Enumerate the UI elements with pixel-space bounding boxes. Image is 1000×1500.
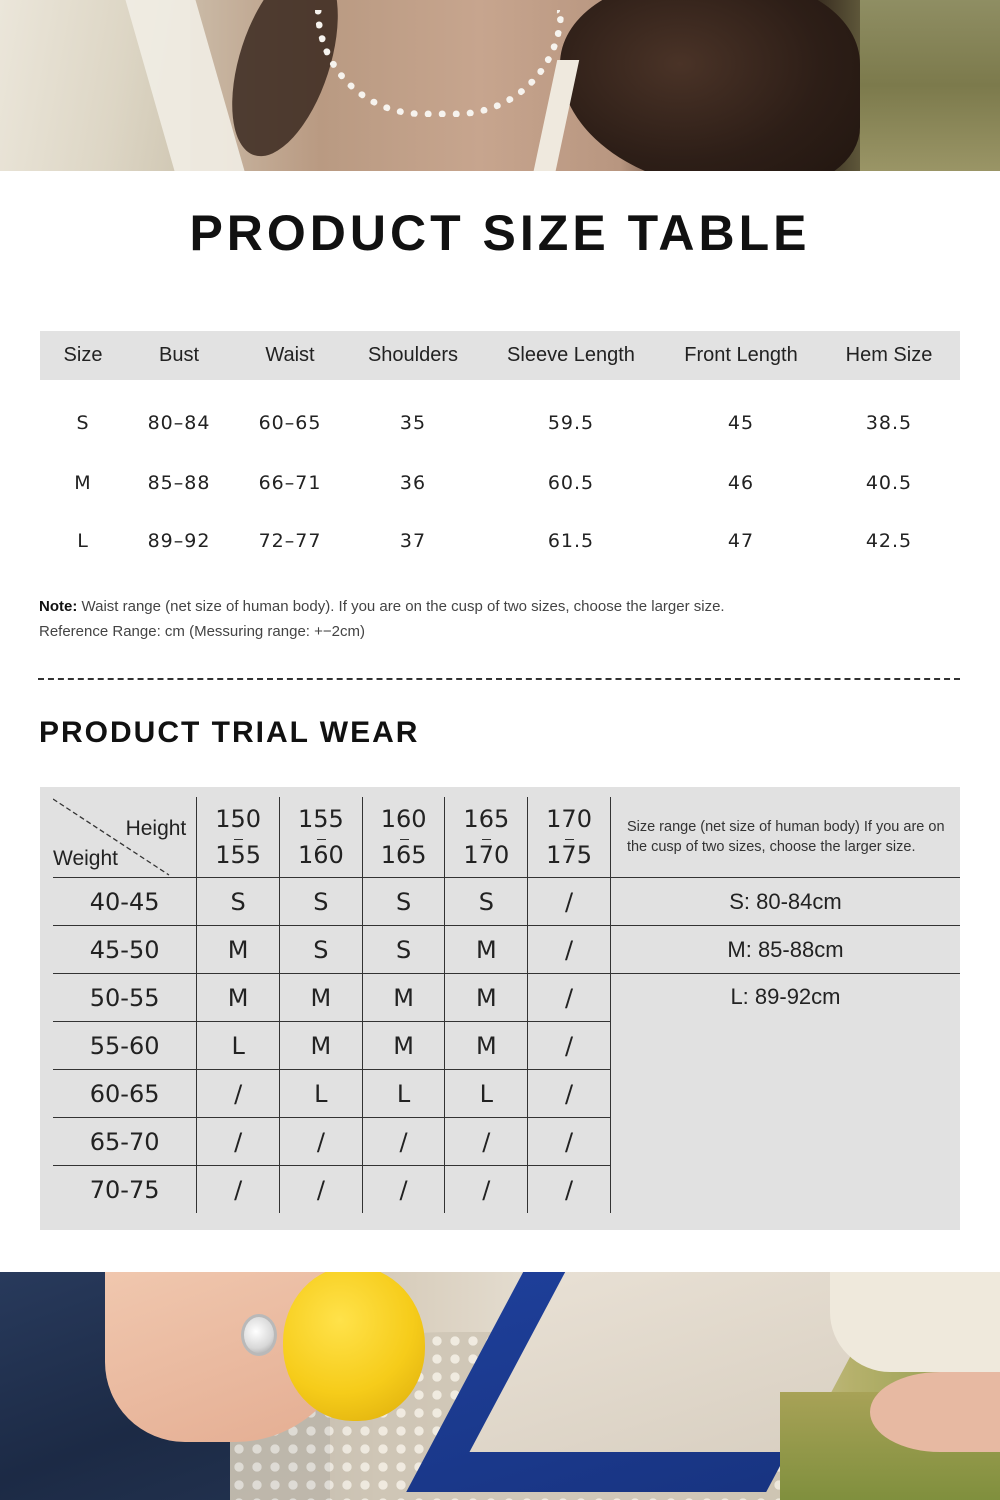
table-row [40, 454, 960, 512]
pearl-necklace [315, 10, 564, 117]
reference-range: Reference Range: cm (Messuring range: +−2cm) [39, 623, 365, 640]
weight-range: 40-45 [53, 878, 197, 926]
cell-front-length: 46 [727, 472, 755, 494]
trial-size-cell: / [528, 1166, 611, 1214]
cell-shoulders: 35 [399, 412, 427, 434]
cell-size: L [77, 530, 89, 552]
cell-sleeve-length: 61.5 [547, 530, 595, 552]
weight-range: 55-60 [53, 1022, 197, 1070]
trial-size-cell: M [280, 974, 363, 1022]
trial-row [53, 926, 960, 974]
size-note [39, 594, 725, 644]
table-row [40, 512, 960, 570]
trial-size-cell: / [362, 1118, 445, 1166]
trial-size-cell: M [362, 974, 445, 1022]
weight-range: 60-65 [53, 1070, 197, 1118]
trial-size-cell: / [528, 926, 611, 974]
height-col-header [362, 797, 445, 878]
header-shoulders: Shoulders [348, 331, 478, 380]
height-to: 175 [528, 837, 610, 873]
cell-hem-size: 40.5 [865, 472, 913, 494]
trial-size-cell: M [197, 926, 280, 974]
weight-range: 50-55 [53, 974, 197, 1022]
size-table [40, 331, 960, 570]
trial-size-cell: S [362, 926, 445, 974]
trial-size-cell: / [197, 1118, 280, 1166]
trial-size-cell: / [528, 1118, 611, 1166]
cell-bust: 85–88 [147, 472, 211, 494]
height-from: 165 [463, 805, 510, 833]
height-col-header [528, 797, 611, 878]
trial-size-cell: M [445, 926, 528, 974]
cell-hem-size: 42.5 [865, 530, 913, 552]
table-row [40, 380, 960, 454]
trial-wear-panel [40, 787, 960, 1230]
cell-waist: 66–71 [258, 472, 322, 494]
page-title: PRODUCT SIZE TABLE [189, 205, 811, 261]
size-range-l: L: 89-92cm [730, 984, 841, 1009]
height-to: 155 [197, 837, 279, 873]
trial-wear-table [53, 797, 960, 1213]
size-range-m: M: 85-88cm [610, 926, 960, 974]
header-bust: Bust [126, 331, 232, 380]
cell-hem-size: 38.5 [865, 412, 913, 434]
height-from: 150 [215, 805, 262, 833]
cell-front-length: 47 [727, 530, 755, 552]
trial-size-cell: M [362, 1022, 445, 1070]
trial-size-cell: / [280, 1118, 363, 1166]
dashed-divider [38, 678, 960, 680]
size-range-note: Size range (net size of human body) If you are on the cusp of two sizes, choose the larger size. [610, 797, 960, 878]
note-label: Note: [39, 598, 78, 615]
size-range-s: S: 80-84cm [610, 878, 960, 926]
pearl-ring [241, 1314, 277, 1356]
header-waist: Waist [232, 331, 348, 380]
trial-size-cell: M [445, 974, 528, 1022]
weight-range: 45-50 [53, 926, 197, 974]
size-table-header-row [40, 331, 960, 380]
height-to: 165 [363, 837, 445, 873]
trial-size-cell: / [197, 1166, 280, 1214]
height-col-header [280, 797, 363, 878]
trial-size-cell: / [280, 1166, 363, 1214]
trial-size-cell: / [445, 1166, 528, 1214]
trial-size-cell: L [445, 1070, 528, 1118]
header-size: Size [40, 331, 126, 380]
trial-size-cell: L [280, 1070, 363, 1118]
height-from: 160 [380, 805, 427, 833]
height-weight-corner [53, 797, 197, 878]
trial-size-cell: S [280, 878, 363, 926]
trial-size-cell: L [362, 1070, 445, 1118]
trial-size-cell: / [528, 974, 611, 1022]
trial-size-cell: M [445, 1022, 528, 1070]
trial-size-cell: / [528, 878, 611, 926]
trial-size-cell: S [445, 878, 528, 926]
cell-waist: 60–65 [258, 412, 322, 434]
trial-title: PRODUCT TRIAL WEAR [39, 716, 420, 749]
trial-size-cell: S [280, 926, 363, 974]
cell-shoulders: 37 [399, 530, 427, 552]
height-from: 155 [297, 805, 344, 833]
cell-shoulders: 36 [399, 472, 427, 494]
header-sleeve-length: Sleeve Length [478, 331, 664, 380]
cell-size: M [74, 472, 92, 494]
note-text: Waist range (net size of human body). If you are on the cusp of two sizes, choose the larger size. [77, 598, 725, 615]
cell-sleeve-length: 59.5 [547, 412, 595, 434]
lemon [283, 1272, 425, 1421]
trial-size-cell: / [528, 1070, 611, 1118]
height-from: 170 [546, 805, 592, 833]
cell-sleeve-length: 60.5 [547, 472, 595, 494]
note-line [39, 594, 725, 619]
cell-size: S [76, 412, 90, 434]
cell-bust: 80–84 [147, 412, 211, 434]
trial-row [53, 974, 960, 1022]
cell-waist: 72–77 [258, 530, 322, 552]
trial-size-cell: / [197, 1070, 280, 1118]
trial-size-cell: / [362, 1166, 445, 1214]
height-col-header [197, 797, 280, 878]
trial-size-cell: / [445, 1118, 528, 1166]
cell-front-length: 45 [727, 412, 755, 434]
height-to: 160 [280, 837, 362, 873]
grass-background [860, 0, 1000, 171]
trial-size-cell: S [362, 878, 445, 926]
top-product-photo [0, 0, 1000, 171]
height-col-header [445, 797, 528, 878]
trial-size-cell: M [197, 974, 280, 1022]
bare-foot [870, 1372, 1000, 1452]
weight-range: 65-70 [53, 1118, 197, 1166]
cardigan-sleeve [830, 1272, 1000, 1372]
trial-row [53, 878, 960, 926]
weight-label: Weight [53, 847, 118, 870]
trial-size-cell: / [528, 1022, 611, 1070]
height-label: Height [125, 817, 187, 840]
header-hem-size: Hem Size [818, 331, 960, 380]
hair-right [560, 0, 860, 171]
trial-header-row [53, 797, 960, 878]
header-front-length: Front Length [664, 331, 818, 380]
trial-size-cell: S [197, 878, 280, 926]
bottom-lifestyle-photo [0, 1272, 1000, 1500]
weight-range: 70-75 [53, 1166, 197, 1214]
cell-bust: 89–92 [147, 530, 211, 552]
trial-size-cell: M [280, 1022, 363, 1070]
height-to: 170 [445, 837, 527, 873]
trial-size-cell: L [197, 1022, 280, 1070]
